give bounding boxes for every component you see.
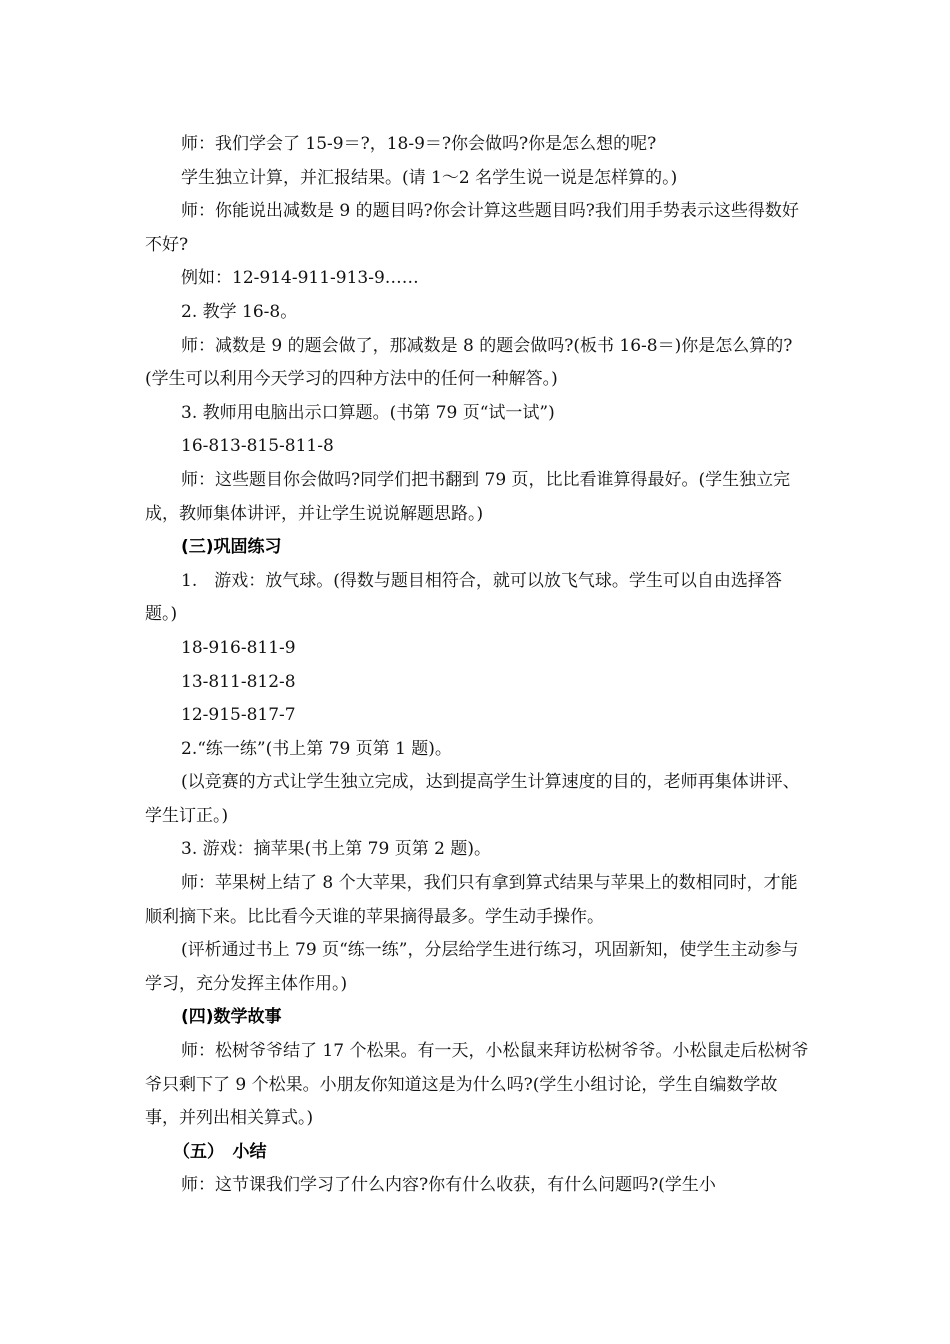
document-page — [145, 128, 810, 1203]
paragraph: 例如：12-914-911-913-9…… — [181, 268, 419, 289]
paragraph: 师：松树爷爷结了 17 个松果。有一天，小松鼠来拜访松树爷爷。小松鼠走后松树爷爷只剩下了 9 个松果。小朋友你知道这是为什么吗?(学生小组讨论，学生自编数学故事，并列出相关算式。) — [145, 1041, 809, 1129]
paragraph: (评析通过书上 79 页“练一练”，分层给学生进行练习，巩固新知，使学生主动参与学习，充分发挥主体作用。) — [145, 940, 799, 994]
paragraph: 师：苹果树上结了 8 个大苹果，我们只有拿到算式结果与苹果上的数相同时，才能顺利摘下来。比比看今天谁的苹果摘得最多。学生动手操作。 — [145, 873, 798, 927]
paragraph: 师：我们学会了 15-9＝?，18-9＝?你会做吗?你是怎么想的呢? — [181, 134, 657, 154]
paragraph: 18-916-811-9 — [181, 637, 296, 658]
paragraph: 学生独立计算，并汇报结果。(请 1～2 名学生说一说是怎样算的。) — [181, 167, 678, 188]
paragraph: 16-813-815-811-8 — [181, 436, 334, 457]
paragraph: 1. 游戏：放气球。(得数与题目相符合，就可以放飞气球。学生可以自由选择答题。) — [145, 570, 782, 625]
paragraph: 12-915-817-7 — [181, 705, 296, 726]
paragraph: 师：你能说出减数是 9 的题目吗?你会计算这些题目吗?我们用手势表示这些得数好不好? — [145, 201, 799, 255]
paragraph: 师：减数是 9 的题会做了，那减数是 8 的题会做吗?(板书 16-8＝)你是怎么算的?(学生可以利用今天学习的四种方法中的任何一种解答。) — [145, 335, 793, 390]
section-heading: (四)数学故事 — [181, 1007, 282, 1028]
paragraph: 13-811-812-8 — [181, 671, 296, 692]
paragraph: (以竞赛的方式让学生独立完成，达到提高学生计算速度的目的，老师再集体讲评、学生订正。) — [145, 772, 800, 826]
section-heading: （五） 小结 — [173, 1141, 267, 1162]
paragraph: 3. 游戏：摘苹果(书上第 79 页第 2 题)。 — [181, 839, 491, 860]
section-heading: (三)巩固练习 — [181, 537, 282, 558]
paragraph: 2. 教学 16-8。 — [181, 301, 298, 322]
paragraph: 师：这些题目你会做吗?同学们把书翻到 79 页，比比看谁算得最好。(学生独立完成，教师集体讲评，并让学生说说解题思路。) — [145, 469, 791, 524]
paragraph: 2.“练一练”(书上第 79 页第 1 题)。 — [181, 738, 452, 759]
paragraph: 师：这节课我们学习了什么内容?你有什么收获，有什么问题吗?(学生小 — [181, 1175, 716, 1196]
paragraph: 3. 教师用电脑出示口算题。(书第 79 页“试一试”) — [181, 402, 555, 423]
